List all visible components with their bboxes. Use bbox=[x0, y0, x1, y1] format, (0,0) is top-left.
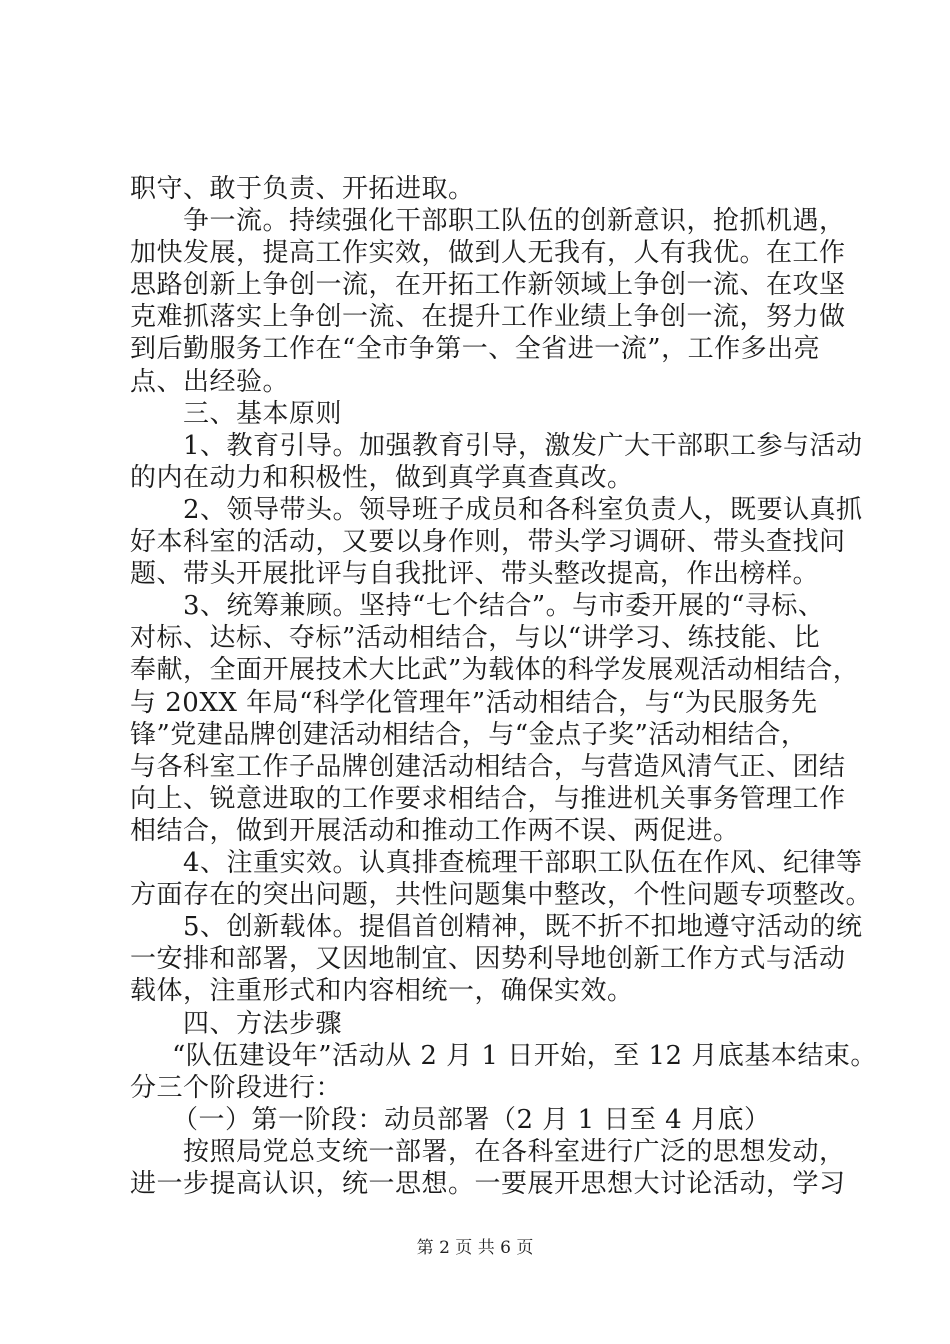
text-line: 3、统筹兼顾。坚持“七个结合”。与市委开展的“寻标、 bbox=[183, 591, 825, 621]
text-line: 分三个阶段进行： bbox=[130, 1073, 343, 1103]
text-line: 向上、锐意进取的工作要求相结合，与推进机关事务管理工作 bbox=[130, 784, 846, 814]
text-line: “队伍建设年”活动从 2 月 1 日开始，至 12 月底基本结束。 bbox=[172, 1041, 877, 1071]
text-line: 5、创新载体。提倡首创精神，既不折不扣地遵守活动的统 bbox=[183, 912, 863, 942]
text-line: 到后勤服务工作在“全市争第一、全省进一流”，工作多出亮 bbox=[130, 334, 821, 364]
text-line: 按照局党总支统一部署，在各科室进行广泛的思想发动， bbox=[183, 1137, 846, 1167]
text-line: 的内在动力和积极性，做到真学真查真改。 bbox=[130, 463, 634, 493]
text-line: 加快发展，提高工作实效，做到人无我有，人有我优。在工作 bbox=[130, 238, 846, 268]
section-heading: 三、基本原则 bbox=[183, 399, 343, 429]
text-line: 克难抓落实上争创一流、在提升工作业绩上争创一流，努力做 bbox=[130, 302, 846, 332]
text-line: 一安排和部署，又因地制宜、因势利导地创新工作方式与活动 bbox=[130, 944, 846, 974]
text-line: 2、领导带头。领导班子成员和各科室负责人，既要认真抓 bbox=[183, 495, 863, 525]
text-line: 锋”党建品牌创建活动相结合，与“金点子奖”活动相结合， bbox=[130, 720, 808, 750]
text-line: 1、教育引导。加强教育引导，激发广大干部职工参与活动 bbox=[183, 431, 863, 461]
text-line: 题、带头开展批评与自我批评、带头整改提高，作出榜样。 bbox=[130, 559, 820, 589]
text-line: 奉献，全面开展技术大比武”为载体的科学发展观活动相结合， bbox=[130, 655, 860, 685]
text-line: 对标、达标、夺标”活动相结合，与以“讲学习、练技能、比 bbox=[130, 623, 821, 653]
text-line: 方面存在的突出问题，共性问题集中整改，个性问题专项整改。 bbox=[130, 880, 873, 910]
text-line: 职守、敢于负责、开拓进取。 bbox=[130, 174, 475, 204]
text-line: 争一流。持续强化干部职工队伍的创新意识，抢抓机遇， bbox=[183, 206, 846, 236]
text-line: 与 20XX 年局“科学化管理年”活动相结合，与“为民服务先 bbox=[130, 688, 818, 718]
page-number-footer: 第 2 页 共 6 页 bbox=[416, 1238, 534, 1258]
text-line: 四、方法步骤 bbox=[183, 1009, 343, 1039]
text-line: 与各科室工作子品牌创建活动相结合，与营造风清气正、团结 bbox=[130, 752, 846, 782]
text-line: （一）第一阶段：动员部署（2 月 1 日至 4 月底） bbox=[172, 1105, 771, 1135]
text-line: 进一步提高认识，统一思想。一要展开思想大讨论活动，学习 bbox=[130, 1169, 846, 1199]
text-line: 思路创新上争创一流，在开拓工作新领域上争创一流、在攻坚 bbox=[130, 270, 846, 300]
text-line: 相结合，做到开展活动和推动工作两不误、两促进。 bbox=[130, 816, 740, 846]
text-line: 载体，注重形式和内容相统一，确保实效。 bbox=[130, 976, 634, 1006]
text-line: 好本科室的活动，又要以身作则，带头学习调研、带头查找问 bbox=[130, 527, 846, 557]
text-line: 4、注重实效。认真排查梳理干部职工队伍在作风、纪律等 bbox=[183, 848, 863, 878]
text-line: 点、出经验。 bbox=[130, 367, 290, 397]
